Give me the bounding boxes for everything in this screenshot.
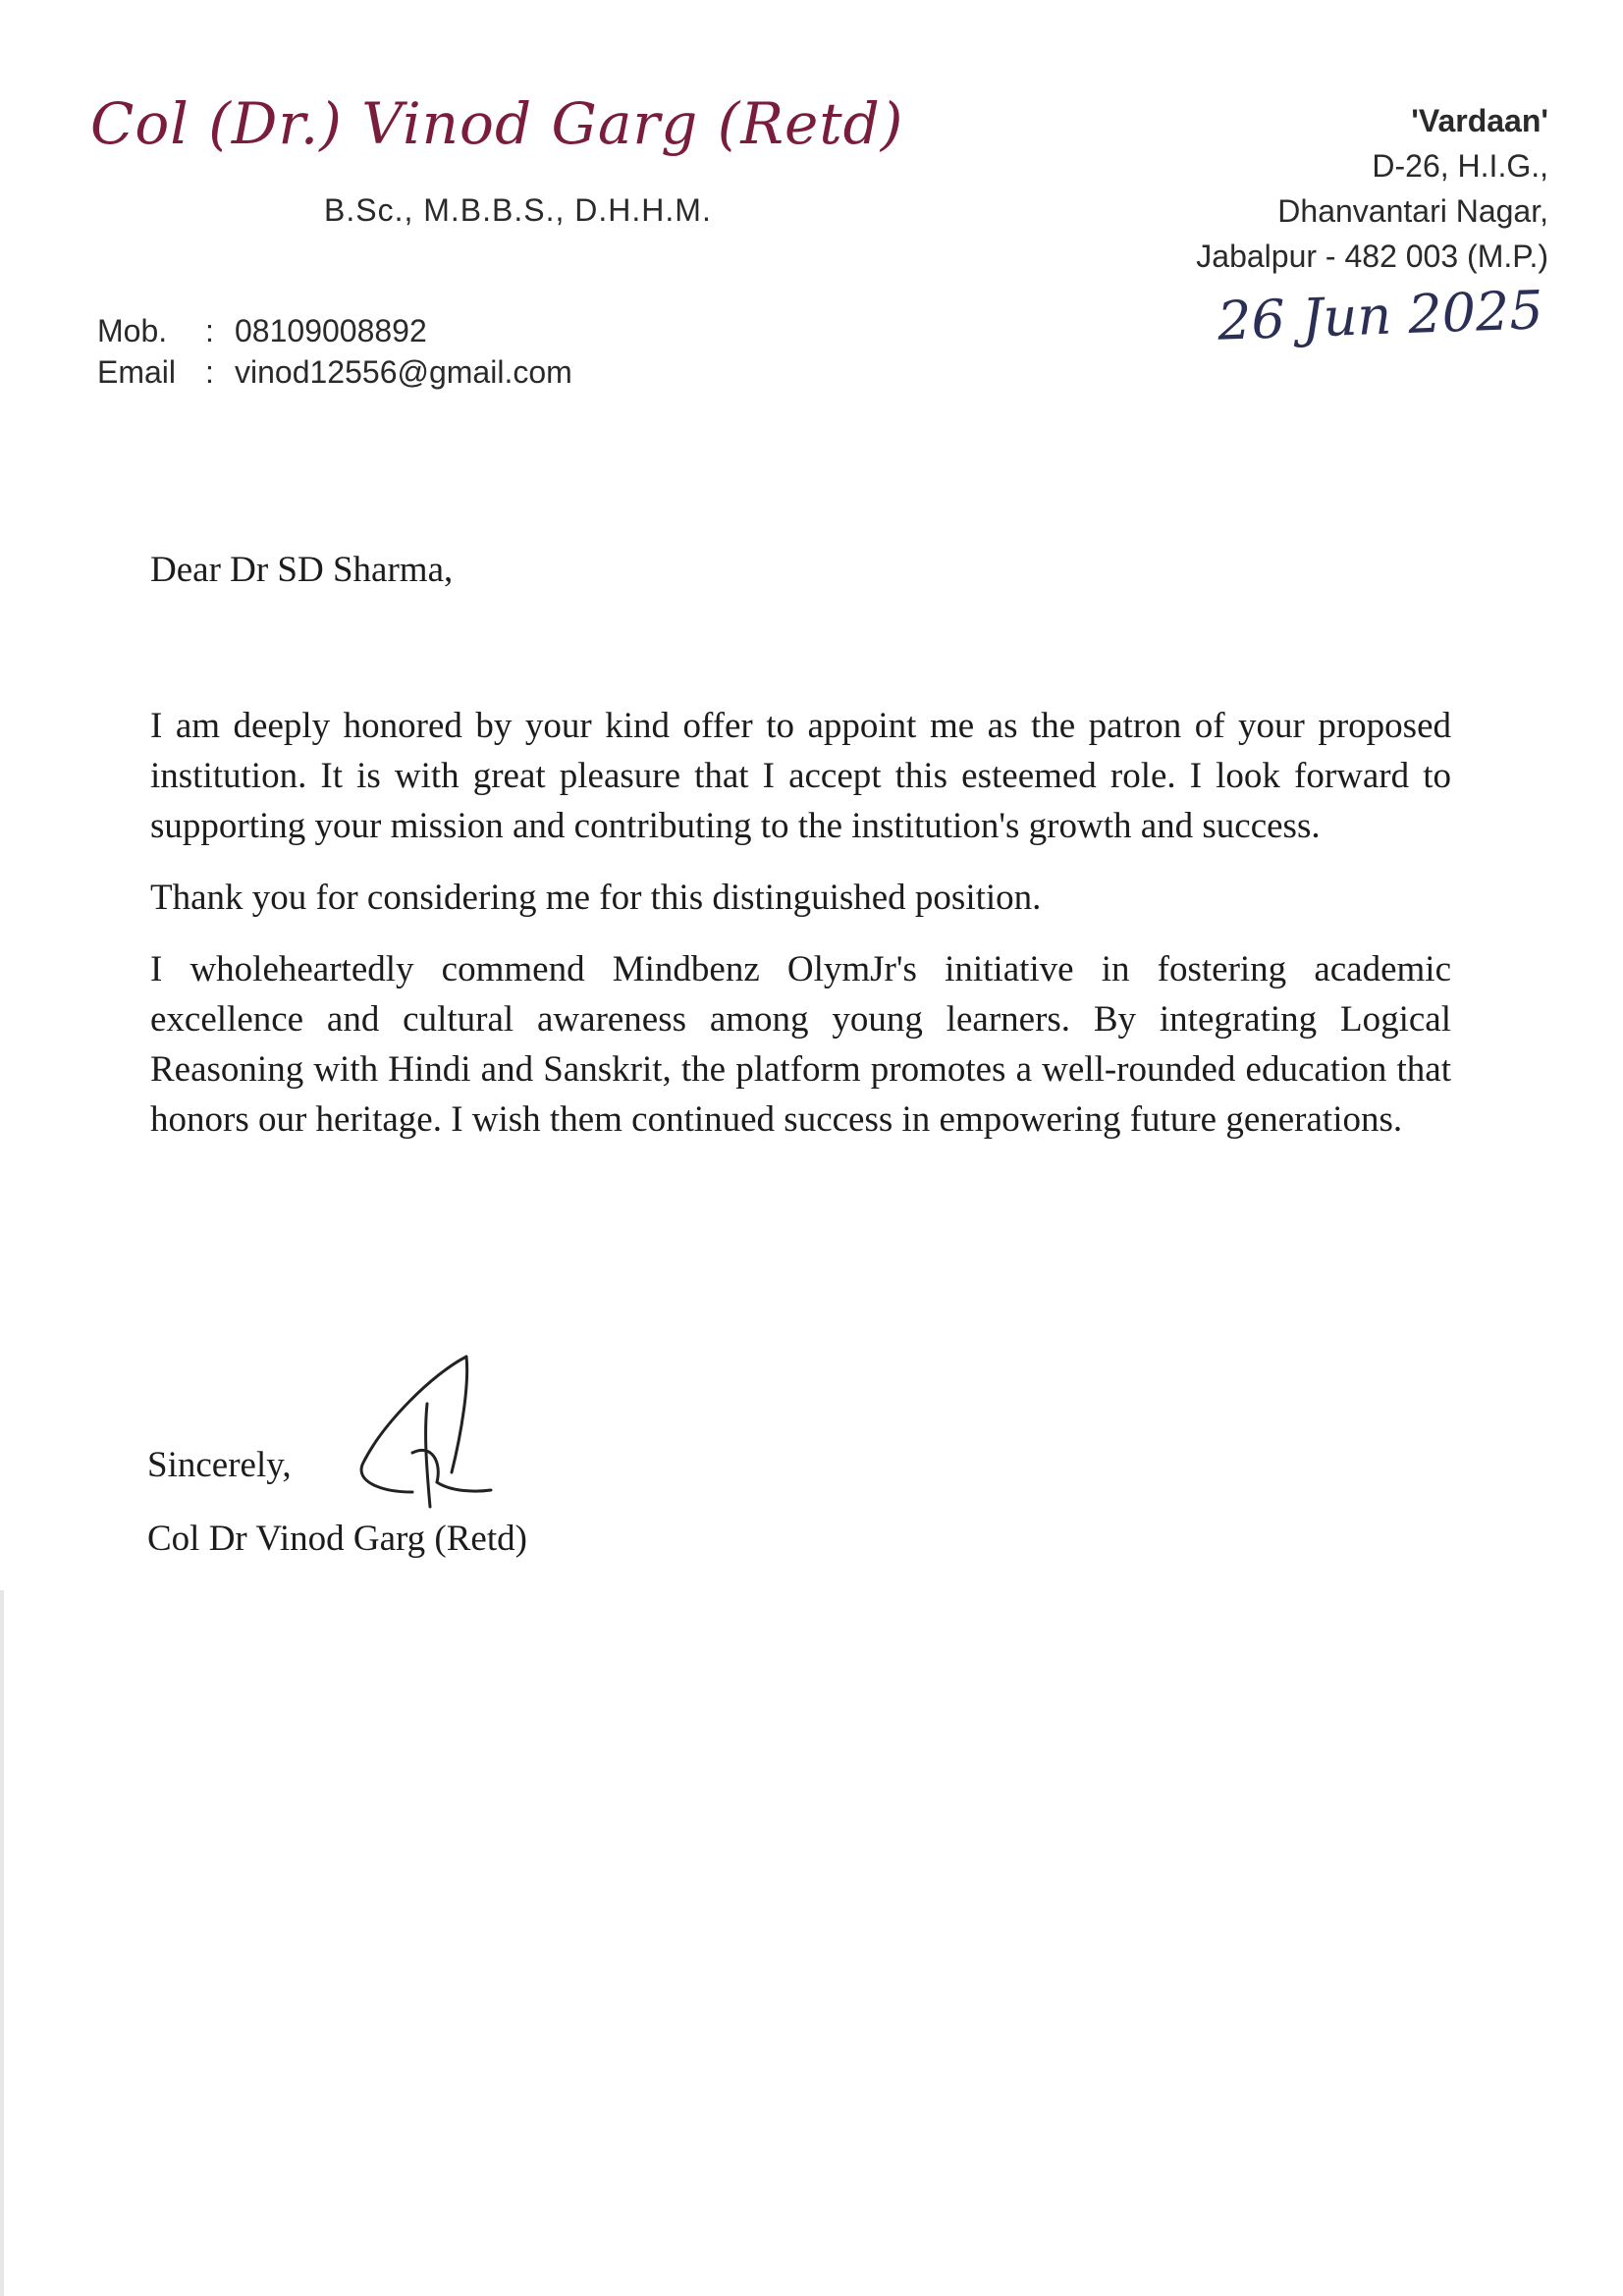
signature-icon bbox=[344, 1345, 520, 1522]
letterhead-name: Col (Dr.) Vinod Garg (Retd) bbox=[90, 90, 904, 157]
contact-block bbox=[97, 310, 572, 393]
email-row bbox=[97, 351, 572, 393]
paragraph-commendation: I wholeheartedly commend Mindbenz OlymJr's initiative in fostering academic excellence and cultural awareness among young learners. By integrating Logical Reasoning with Hindi and Sanskrit, the platform promotes a well-rounded education that honors our heritage. I wish them continued success in empowering future generations. bbox=[150, 949, 1451, 1140]
mobile-label: Mob. bbox=[97, 313, 168, 348]
closing-word: Sincerely, bbox=[147, 1445, 292, 1485]
address-house-name: 'Vardaan' bbox=[1411, 103, 1548, 138]
mobile-separator: : bbox=[205, 313, 214, 348]
handwritten-date: 26 Jun 2025 bbox=[1217, 279, 1544, 352]
letterhead-qualifications: B.Sc., M.B.B.S., D.H.H.M. bbox=[324, 192, 712, 228]
address-line-3: Jabalpur - 482 003 (M.P.) bbox=[1196, 239, 1548, 274]
paragraph-thanks: Thank you for considering me for this distinguished position. bbox=[150, 878, 1042, 918]
mobile-number: 08109008892 bbox=[235, 313, 427, 348]
page-edge-divider bbox=[0, 1590, 4, 2296]
signatory-name: Col Dr Vinod Garg (Retd) bbox=[147, 1519, 527, 1559]
letter-body bbox=[150, 545, 1451, 1166]
email-address: vinod12556@gmail.com bbox=[235, 354, 572, 390]
address-block bbox=[1196, 98, 1548, 279]
salutation: Dear Dr SD Sharma, bbox=[150, 550, 454, 590]
mobile-row bbox=[97, 310, 572, 351]
paragraph-acceptance: I am deeply honored by your kind offer to appoint me as the patron of your proposed institution. It is with great pleasure that I accept this esteemed role. I look forward to supporting your mission and contributing to the institution's growth and success. bbox=[150, 706, 1451, 846]
address-line-1: D-26, H.I.G., bbox=[1372, 148, 1548, 184]
email-separator: : bbox=[205, 354, 214, 390]
email-label: Email bbox=[97, 354, 177, 390]
address-line-2: Dhanvantari Nagar, bbox=[1277, 193, 1548, 229]
